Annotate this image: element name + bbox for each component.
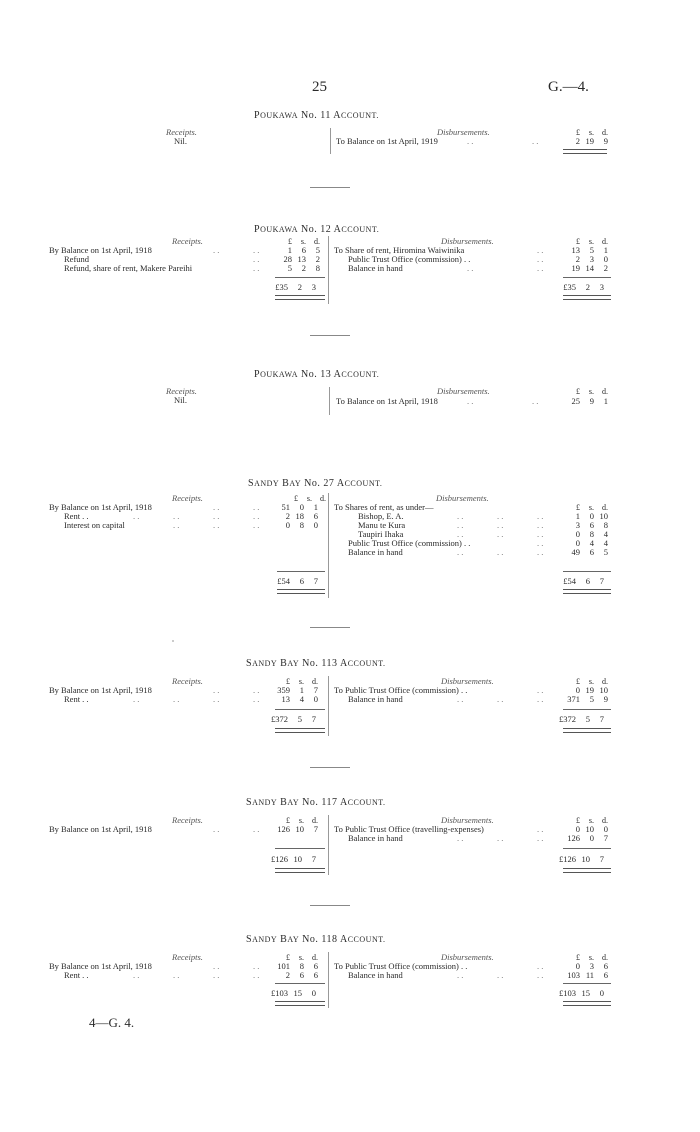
leader-dots: . . — [213, 970, 220, 980]
disbursements-label: Disbursements. — [441, 952, 494, 962]
disb-total: £35 2 3 — [563, 282, 604, 292]
disb-total: £126 10 7 — [559, 854, 604, 864]
leader-dots: . . — [253, 254, 260, 264]
disb-row-amount: 25 9 1 — [571, 396, 608, 406]
leader-dots: . . — [253, 263, 260, 273]
receipt-total: £54 6 7 — [277, 576, 318, 586]
leader-dots: . . — [457, 694, 464, 704]
receipt-row-amount: 101 8 6 — [277, 961, 318, 971]
column-divider — [330, 128, 331, 154]
section-separator — [310, 335, 350, 336]
leader-dots: . . — [253, 694, 260, 704]
double-rule — [563, 149, 607, 154]
page-footer: 4—G. 4. — [89, 1015, 135, 1030]
leader-dots: . . — [497, 833, 504, 843]
money-header: £ s. d. — [288, 237, 320, 246]
leader-dots: . . — [537, 538, 544, 548]
section-separator — [310, 905, 350, 906]
leader-dots: . . — [253, 824, 260, 834]
disbursements-label: Disbursements. — [441, 676, 494, 686]
receipts-label: Receipts. — [172, 815, 203, 825]
column-divider — [329, 387, 330, 415]
receipts-label: Receipts. — [172, 236, 203, 246]
account-title: SANDY BAY No. 113 ACCOUNT. — [246, 658, 386, 669]
receipt-row-text: Refund — [64, 254, 90, 264]
receipt-total: £35 2 3 — [275, 282, 316, 292]
money-header: £ s. d. — [576, 128, 608, 137]
disbursements-label: Disbursements. — [441, 236, 494, 246]
leader-dots: . . — [467, 396, 474, 406]
total-rule — [275, 848, 325, 849]
leader-dots: . . — [213, 502, 220, 512]
leader-dots: . . — [532, 136, 539, 146]
disb-row-amount: 0 4 4 — [575, 538, 608, 548]
receipt-row-text: By Balance on 1st April, 1918 — [49, 245, 152, 255]
money-header: £ s. d. — [576, 953, 608, 962]
account-sandy-bay-113 — [0, 658, 700, 768]
disb-row-text: To Balance on 1st April, 1918 — [336, 396, 438, 406]
receipt-total: £372 5 7 — [271, 714, 316, 724]
receipt-row-text: Interest on capital — [64, 520, 125, 530]
receipt-row-amount: 5 2 8 — [287, 263, 320, 273]
disb-row-text: Balance in hand — [348, 263, 403, 273]
receipt-row-text: Rent . . — [64, 970, 89, 980]
account-poukawa-13 — [0, 369, 700, 479]
leader-dots: . . — [457, 970, 464, 980]
total-rule — [563, 277, 611, 278]
leader-dots: . . — [532, 396, 539, 406]
double-rule — [275, 1001, 325, 1006]
leader-dots: . . — [173, 511, 180, 521]
account-poukawa-11 — [0, 110, 700, 220]
disb-row-amount: 1 0 10 — [575, 511, 608, 521]
receipt-row-amount: 28 13 2 — [283, 254, 320, 264]
disb-row-amount: 371 5 9 — [567, 694, 608, 704]
disb-row-text: To Share of rent, Hiromina Waiwinika — [334, 245, 465, 255]
leader-dots: . . — [253, 685, 260, 695]
receipt-row-text: Rent . . — [64, 511, 89, 521]
disb-row-text: Taupiri Ihaka — [358, 529, 404, 539]
receipt-row-amount: 359 1 7 — [277, 685, 318, 695]
disb-row-amount: 126 0 7 — [567, 833, 608, 843]
disb-row-amount: 0 10 0 — [575, 824, 608, 834]
disb-row-text: Public Trust Office (commission) . . — [348, 538, 471, 548]
disb-total: £54 6 7 — [563, 576, 604, 586]
receipt-row-amount: 13 4 0 — [281, 694, 318, 704]
page-code: G.—4. — [548, 79, 589, 95]
disbursements-label: Disbursements. — [441, 815, 494, 825]
disb-row-text: Balance in hand — [348, 694, 403, 704]
leader-dots: . . — [213, 511, 220, 521]
disbursements-label: Disbursements. — [436, 493, 489, 503]
disb-row-text: To Shares of rent, as under— — [334, 502, 434, 512]
receipt-row-amount: 51 0 1 — [281, 502, 318, 512]
receipt-total: £103 15 0 — [271, 988, 316, 998]
leader-dots: . . — [133, 970, 140, 980]
leader-dots: . . — [467, 136, 474, 146]
disb-row-text: To Public Trust Office (commission) . . — [334, 685, 468, 695]
disb-row-text: Balance in hand — [348, 833, 403, 843]
disb-row-amount: 3 6 8 — [575, 520, 608, 530]
leader-dots: . . — [537, 970, 544, 980]
leader-dots: . . — [537, 520, 544, 530]
money-header: £ s. d. — [286, 953, 318, 962]
leader-dots: . . — [253, 970, 260, 980]
account-sandy-bay-27 — [0, 478, 700, 608]
total-rule — [277, 571, 325, 572]
disb-row-amount: 2 19 9 — [575, 136, 608, 146]
total-rule — [275, 277, 325, 278]
leader-dots: . . — [497, 694, 504, 704]
receipt-row-amount: 1 6 5 — [287, 245, 320, 255]
receipt-row-amount: 2 18 6 — [285, 511, 318, 521]
leader-dots: . . — [173, 970, 180, 980]
leader-dots: . . — [537, 824, 544, 834]
disb-row-text: To Public Trust Office (commission) . . — [334, 961, 468, 971]
leader-dots: . . — [457, 511, 464, 521]
disb-row-text: Bishop, E. A. — [358, 511, 404, 521]
leader-dots: . . — [173, 520, 180, 530]
column-divider — [328, 815, 329, 875]
column-divider — [328, 676, 329, 736]
account-title: POUKAWA No. 12 ACCOUNT. — [254, 224, 380, 235]
column-divider — [328, 952, 329, 1008]
leader-dots: . . — [213, 520, 220, 530]
disbursements-label: Disbursements. — [437, 386, 490, 396]
disb-row-text: To Public Trust Office (travelling-expenses) — [334, 824, 484, 834]
leader-dots: . . — [133, 511, 140, 521]
leader-dots: . . — [457, 520, 464, 530]
disb-total: £103 15 0 — [559, 988, 604, 998]
leader-dots: . . — [213, 245, 220, 255]
double-rule — [277, 589, 325, 594]
leader-dots: . . — [213, 961, 220, 971]
disb-row-amount: 19 14 2 — [571, 263, 608, 273]
receipt-row-amount: 2 6 6 — [285, 970, 318, 980]
disb-row-amount: 0 3 6 — [575, 961, 608, 971]
receipt-row-text: By Balance on 1st April, 1918 — [49, 502, 152, 512]
account-title: POUKAWA No. 13 ACCOUNT. — [254, 369, 380, 380]
account-title: SANDY BAY No. 118 ACCOUNT. — [246, 934, 386, 945]
total-rule — [563, 983, 611, 984]
leader-dots: . . — [173, 694, 180, 704]
leader-dots: . . — [457, 529, 464, 539]
disb-row-text: Public Trust Office (commission) . . — [348, 254, 471, 264]
total-rule — [563, 848, 611, 849]
receipts-label: Receipts. — [172, 952, 203, 962]
double-rule — [563, 589, 611, 594]
account-title: POUKAWA No. 11 ACCOUNT. — [254, 110, 379, 121]
leader-dots: . . — [537, 263, 544, 273]
page-number: 25 — [312, 79, 327, 95]
account-title: SANDY BAY No. 117 ACCOUNT. — [246, 797, 386, 808]
leader-dots: . . — [537, 529, 544, 539]
column-divider — [328, 493, 329, 598]
double-rule — [275, 295, 325, 300]
receipts-label: Receipts. — [166, 386, 197, 396]
leader-dots: . . — [213, 685, 220, 695]
leader-dots: . . — [253, 961, 260, 971]
leader-dots: . . — [133, 694, 140, 704]
leader-dots: . . — [497, 547, 504, 557]
receipt-row-text: By Balance on 1st April, 1918 — [49, 685, 152, 695]
leader-dots: . . — [253, 245, 260, 255]
leader-dots: . . — [457, 833, 464, 843]
double-rule — [563, 868, 611, 873]
receipts-label: Receipts. — [166, 127, 197, 137]
receipt-row-text: By Balance on 1st April, 1918 — [49, 961, 152, 971]
leader-dots: . . — [537, 245, 544, 255]
leader-dots: . . — [497, 529, 504, 539]
money-header: £ s. d. — [294, 494, 326, 503]
leader-dots: . . — [253, 502, 260, 512]
leader-dots: . . — [497, 970, 504, 980]
double-rule — [563, 1001, 611, 1006]
receipt-row-text: By Balance on 1st April, 1918 — [49, 824, 152, 834]
account-sandy-bay-117 — [0, 797, 700, 907]
disb-total: £372 5 7 — [559, 714, 604, 724]
receipts-nil: Nil. — [174, 395, 187, 405]
disb-row-amount: 0 8 4 — [575, 529, 608, 539]
money-header: £ s. d. — [576, 677, 608, 686]
leader-dots: . . — [537, 833, 544, 843]
total-rule — [275, 983, 325, 984]
leader-dots: . . — [497, 511, 504, 521]
section-separator — [310, 627, 350, 628]
leader-dots: . . — [537, 511, 544, 521]
total-rule — [563, 571, 611, 572]
column-divider — [328, 236, 329, 304]
disb-row-amount: 2 3 0 — [575, 254, 608, 264]
disb-row-text: Balance in hand — [348, 547, 403, 557]
leader-dots: . . — [457, 547, 464, 557]
page-speck — [172, 640, 174, 642]
receipt-total: £126 10 7 — [271, 854, 316, 864]
receipts-label: Receipts. — [172, 676, 203, 686]
account-poukawa-12 — [0, 224, 700, 334]
total-rule — [275, 709, 325, 710]
disb-row-text: Manu te Kura — [358, 520, 406, 530]
disb-row-text: Balance in hand — [348, 970, 403, 980]
receipt-row-text: Rent . . — [64, 694, 89, 704]
section-separator — [310, 767, 350, 768]
leader-dots: . . — [497, 520, 504, 530]
double-rule — [275, 868, 325, 873]
leader-dots: . . — [467, 263, 474, 273]
double-rule — [563, 728, 611, 733]
leader-dots: . . — [537, 685, 544, 695]
money-header: £ s. d. — [576, 816, 608, 825]
account-title: SANDY BAY No. 27 ACCOUNT. — [248, 478, 383, 489]
disbursements-label: Disbursements. — [437, 127, 490, 137]
leader-dots: . . — [213, 694, 220, 704]
disb-row-text: To Balance on 1st April, 1919 — [336, 136, 438, 146]
leader-dots: . . — [213, 824, 220, 834]
leader-dots: . . — [537, 694, 544, 704]
leader-dots: . . — [537, 961, 544, 971]
disb-row-amount: 103 11 6 — [567, 970, 608, 980]
money-header: £ s. d. — [576, 237, 608, 246]
money-header: £ s. d. — [286, 677, 318, 686]
receipt-row-amount: 126 10 7 — [277, 824, 318, 834]
disb-row-amount: 0 19 10 — [575, 685, 608, 695]
disb-row-amount: 49 6 5 — [571, 547, 608, 557]
disb-row-amount: 13 5 1 — [571, 245, 608, 255]
receipt-row-amount: 0 8 0 — [285, 520, 318, 530]
total-rule — [563, 709, 611, 710]
leader-dots: . . — [253, 511, 260, 521]
money-header: £ s. d. — [576, 503, 608, 512]
receipts-label: Receipts. — [172, 493, 203, 503]
money-header: £ s. d. — [576, 387, 608, 396]
double-rule — [563, 295, 611, 300]
receipt-row-text: Refund, share of rent, Makere Pareihi — [64, 263, 193, 273]
section-separator — [310, 187, 350, 188]
money-header: £ s. d. — [286, 816, 318, 825]
double-rule — [275, 728, 325, 733]
receipts-nil: Nil. — [174, 136, 187, 146]
leader-dots: . . — [537, 547, 544, 557]
leader-dots: . . — [253, 520, 260, 530]
leader-dots: . . — [537, 254, 544, 264]
